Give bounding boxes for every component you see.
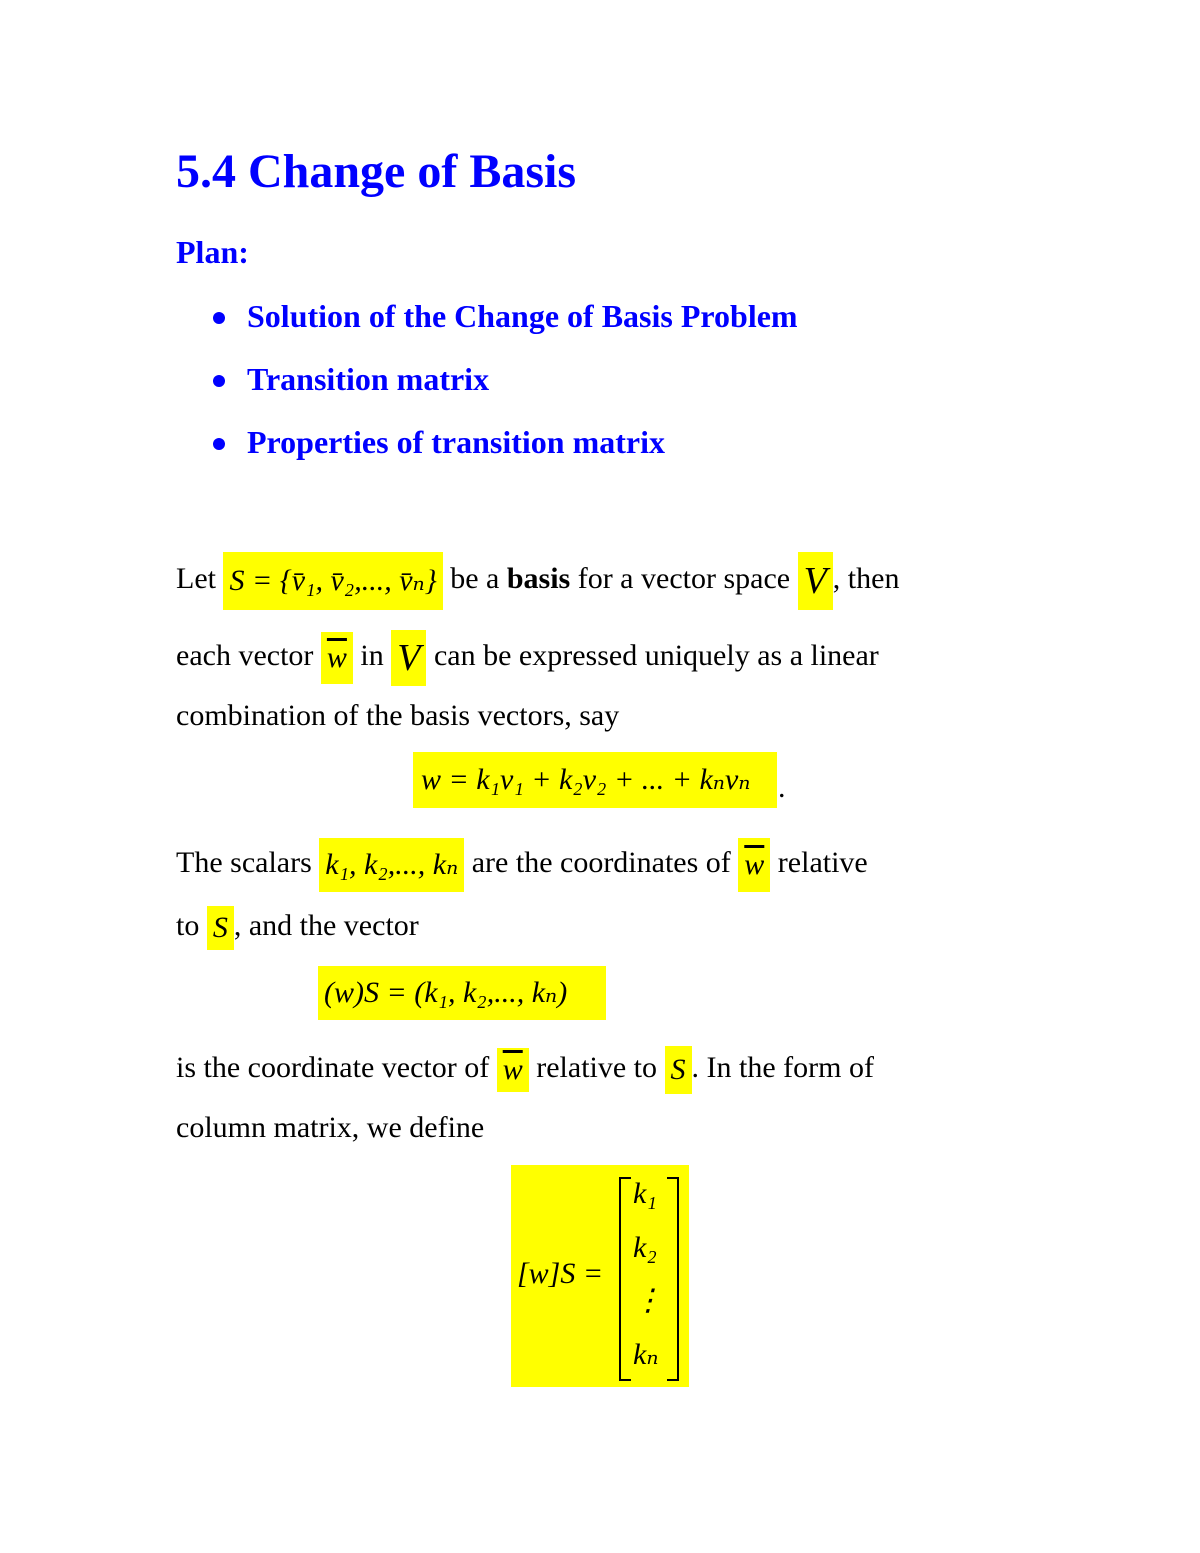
basis-S: S	[665, 1046, 692, 1094]
basis-term: basis	[506, 561, 571, 595]
matrix-entry: k₂	[633, 1231, 657, 1264]
plan-item: Transition matrix	[176, 357, 798, 420]
linear-combination-equation: w = k₁v₁ + k₂v₂ + ... + kₙvₙ	[413, 752, 777, 808]
vector-w: $\overline{w}$	[497, 1048, 529, 1092]
para2-line2: to S , and the vector	[176, 906, 419, 950]
scalars-expression: k₁, k₂,..., kₙ	[319, 838, 464, 892]
para1-line3: combination of the basis vectors, say	[176, 699, 620, 732]
matrix-vdots: ⋮	[633, 1284, 663, 1317]
para1-line1: Let S = {v̄₁, v̄₂,..., v̄ₙ} be a basis for a vector space V , then	[176, 552, 899, 610]
para1-line2: each vector $\overline{w}$ in V can be expressed uniquely as a linear	[176, 630, 879, 686]
plan-item: Properties of transition matrix	[176, 420, 798, 483]
space-V: V	[391, 630, 426, 686]
vector-w: $\overline{w}$	[738, 838, 770, 892]
matrix-entry: kₙ	[633, 1338, 659, 1371]
para3-line1: is the coordinate vector of $\overline{w}$ relative to S . In the form of	[176, 1046, 874, 1094]
bullet-icon	[213, 438, 225, 450]
para3-line2: column matrix, we define	[176, 1111, 485, 1144]
column-matrix	[511, 1165, 689, 1387]
page-title: 5.4 Change of Basis	[176, 145, 577, 198]
vector-w: $\overline{w}$	[321, 632, 353, 684]
coordinate-vector-equation: (w)S = (k₁, k₂,..., kₙ)	[318, 966, 606, 1020]
space-V: V	[798, 552, 833, 610]
set-expression: S = {v̄₁, v̄₂,..., v̄ₙ}	[223, 552, 442, 610]
period: .	[778, 771, 786, 804]
bullet-icon	[213, 375, 225, 387]
plan-list	[176, 294, 798, 483]
left-bracket	[619, 1177, 631, 1381]
plan-item: Solution of the Change of Basis Problem	[176, 294, 798, 357]
para2-line1: The scalars k₁, k₂,..., kₙ are the coordinates of $\overline{w}$ relative	[176, 838, 868, 892]
matrix-lhs: [w]S =	[517, 1257, 604, 1290]
right-bracket	[667, 1177, 679, 1381]
bullet-icon	[213, 312, 225, 324]
plan-heading: Plan:	[176, 234, 249, 270]
basis-S: S	[207, 906, 234, 950]
matrix-entry: k₁	[633, 1177, 657, 1210]
